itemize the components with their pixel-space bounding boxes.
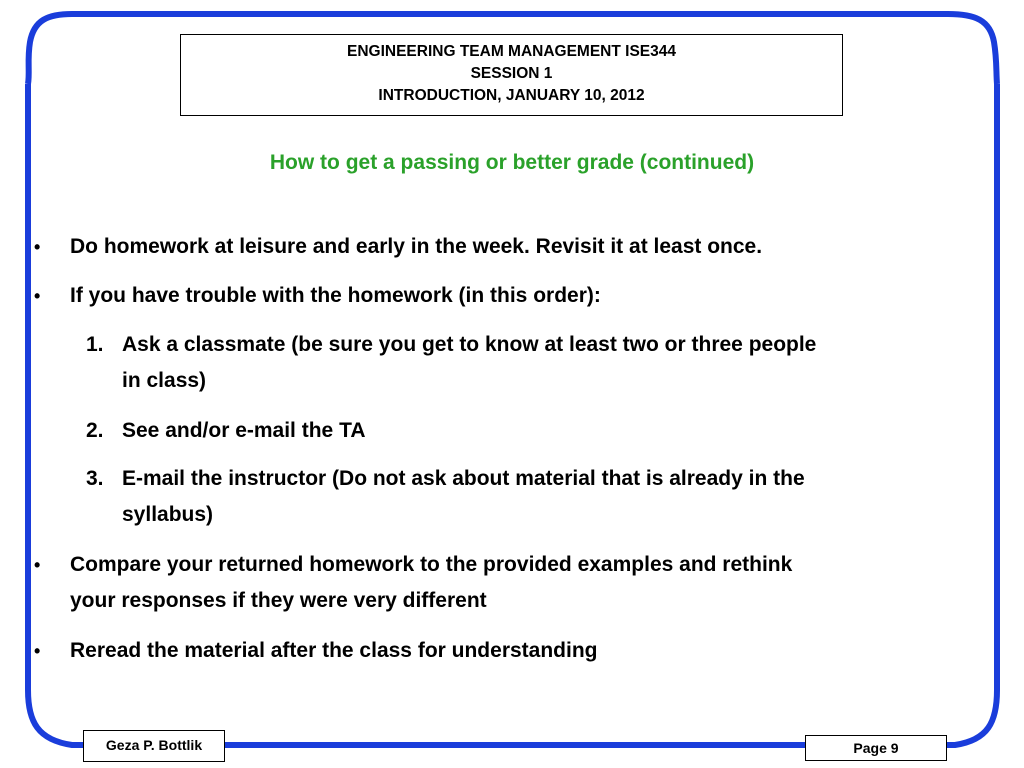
list-item-text: Ask a classmate (be sure you get to know at least two or three people: [122, 333, 817, 356]
footer-author: Geza P. Bottlik: [83, 730, 225, 762]
frame-bottom-right-corner: [947, 690, 997, 745]
header-session: SESSION 1: [470, 65, 553, 82]
list-item-text: If you have trouble with the homework (in this order):: [70, 284, 601, 307]
bullet-icon: •: [34, 237, 41, 257]
list-item-number: 3.: [86, 467, 104, 490]
list-item-text-continued: syllabus): [122, 503, 214, 526]
list-item-text: Reread the material after the class for understanding: [70, 639, 598, 662]
frame-top-left-corner: [28, 14, 72, 84]
list-item-text: Compare your returned homework to the provided examples and rethink: [70, 553, 793, 576]
bullet-icon: •: [34, 286, 41, 306]
header-date-line: INTRODUCTION, JANUARY 10, 2012: [378, 87, 645, 104]
frame-top-right-corner: [948, 14, 997, 84]
slide-subtitle: How to get a passing or better grade (continued): [269, 151, 755, 174]
bullet-icon: •: [34, 555, 41, 575]
bullet-icon: •: [34, 641, 41, 661]
header-course-title: ENGINEERING TEAM MANAGEMENT ISE344: [347, 43, 676, 60]
list-item-text-continued: your responses if they were very different: [70, 589, 487, 612]
list-item-number: 2.: [86, 419, 104, 442]
list-item-text: E-mail the instructor (Do not ask about material that is already in the: [122, 467, 805, 490]
frame-bottom-left-corner: [28, 690, 83, 745]
list-item-text: Do homework at leisure and early in the week. Revisit it at least once.: [70, 235, 763, 258]
list-item-number: 1.: [86, 333, 104, 356]
list-item-text: See and/or e-mail the TA: [122, 419, 366, 442]
header-box: [180, 34, 843, 116]
list-item-text-continued: in class): [122, 369, 207, 392]
footer-page-number: Page 9: [805, 735, 947, 761]
